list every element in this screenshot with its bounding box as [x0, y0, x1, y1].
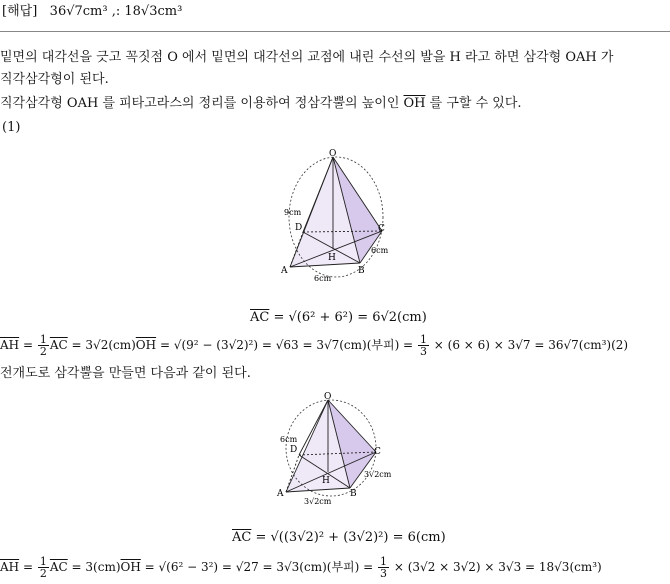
side-label-right: 6cm [371, 246, 389, 255]
fraction-third: $\frac{1}{3}$ [380, 555, 388, 580]
answer-line [2, 4, 182, 20]
label-b: B [350, 489, 357, 499]
label-o: O [324, 392, 332, 402]
divider [0, 31, 670, 32]
label-a: A [277, 489, 284, 499]
answer-value-2: 18√3cm³ [124, 4, 183, 19]
edge-label: 9cm [284, 208, 302, 217]
pyramid-figure-2 [276, 390, 406, 508]
label-d: D [295, 223, 303, 233]
explanation-line-1: 밑면의 대각선을 긋고 꼭짓점 O 에서 밑면의 대각선의 교점에 내린 수선의 발을 H 라고 하면 삼각형 OAH 가 [0, 50, 614, 65]
label-h: H [322, 476, 330, 486]
part1-volume-equation: $\overline{AH}$ = $\frac{1}{2}$ $\overline{AC} = 3√2(cm)\overline{OH} = √(9^2 - (3√2)^2) = √63 = 3√7(cm)$(부피) = $\frac{1}{3}$ × (6 × 6) × 3√7 = 36√7(cm³)(2) [0, 333, 629, 358]
fraction-half: $\frac{1}{2}$ [39, 333, 47, 358]
answer-separator: ,: [111, 4, 125, 19]
fraction-half: $\frac{1}{2}$ [39, 555, 47, 580]
explanation-line-3: 직각삼각형 OAH 를 피타고라스의 정리를 이용하여 정삼각뿔의 높이인 $\overline{OH}$ 를 구할 수 있다. [0, 96, 522, 111]
label-a: A [281, 266, 288, 276]
part2-ac-equation: $\overline{AC} = √((3√2)^2 + (3√2)^2) = 6(cm)$ [232, 530, 446, 545]
label-b: B [358, 266, 365, 276]
label-h: H [328, 253, 336, 263]
label-c: C [378, 224, 385, 234]
answer-label: [해답] [2, 4, 38, 19]
edge-label: 6cm [280, 435, 298, 444]
explanation-line-2: 직각삼각형이 된다. [0, 72, 109, 87]
pyramid-figure-1 [278, 145, 408, 290]
part-1-label: (1) [2, 120, 21, 135]
side-label-bottom: 3√2cm [304, 497, 332, 506]
label-d: D [290, 445, 298, 455]
answer-value-1: 36√7cm³ [49, 4, 108, 19]
part1-ac-equation: $\overline{AC} = √(6^2 + 6^2) = 6√2(cm)$ [250, 310, 427, 325]
label-o: O [329, 149, 337, 159]
fraction-third: $\frac{1}{3}$ [419, 333, 427, 358]
part2-volume-equation: $\overline{AH}$ = $\frac{1}{2}$ $\overline{AC} = 3(cm)\overline{OH} = √(6^2 - 3^2) = √27 = 3√3(cm)$(부피) = $\frac{1}{3}$ × (3√2 × 3√2) × 3√3 = 18√3(cm³) [0, 555, 602, 580]
side-label-right: 3√2cm [364, 470, 392, 479]
side-label-bottom: 6cm [314, 274, 332, 283]
oh-overline: $\overline{OH}$ [403, 96, 426, 111]
label-c: C [374, 447, 381, 457]
part2-intro: 전개도로 삼각뿔을 만들면 다음과 같이 된다. [0, 366, 251, 381]
